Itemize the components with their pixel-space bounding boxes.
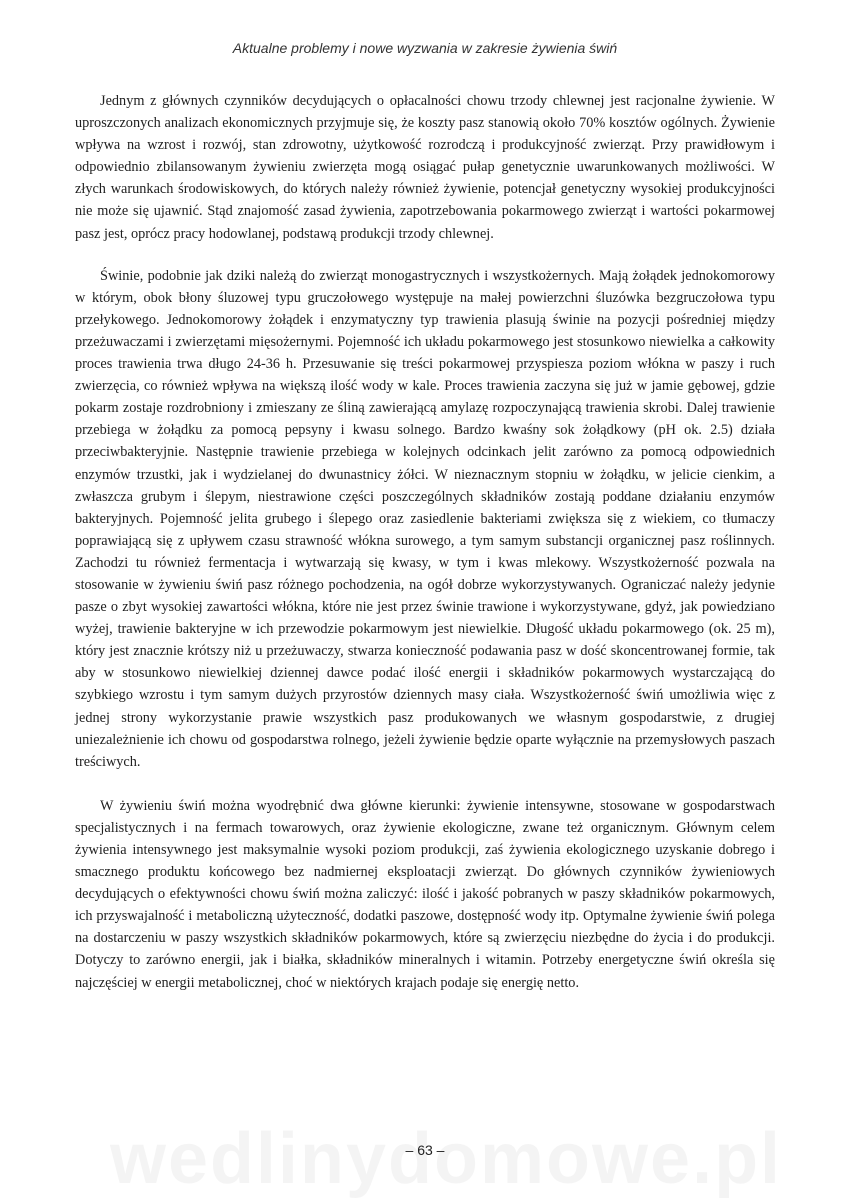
body-text (75, 90, 775, 994)
watermark (110, 1118, 750, 1200)
running-header: Aktualne problemy i nowe wyzwania w zakresie żywienia świń (232, 40, 618, 56)
paragraph-1: Jednym z głównych czynników decydujących o opłacalności chowu trzody chlewnej jest racjonalne żywienie. W uproszczonych analizach ekonomicznych przyjmuje się, że koszty pasz stanowią około 70% kosztów ogólnych. Żywienie wpływa na wzrost i rozwój, stan zdrowotny, użytkowość rozrodczą i produkcyjność zwierząt. Przy prawidłowym i odpowiednio zbilansowanym żywieniu zwierzęta mogą osiągać pułap genetycznie uwarunkowanych możliwości. W złych warunkach środowiskowych, do których należy również żywienie, potencjał genetyczny wysokiej produkcyjności nie może się ujawnić. Stąd znajomość zasad żywienia, zapotrzebowania pokarmowego zwierząt i wartości pokarmowej pasz jest, oprócz pracy hodowlanej, podstawą produkcji trzody chlewnej. (75, 93, 775, 242)
paragraph-2: Świnie, podobnie jak dziki należą do zwierząt monogastrycznych i wszystkożernych. Mają żołądek jednokomorowy w którym, obok błony śluzowej typu gruczołowego występuje na małej powierzchni śluzówka bezgruczołowa typu przełykowego. Jednokomorowy żołądek i enzymatyczny typ trawienia plasują świnie na pozycji pośredniej między przeżuwaczami i zwierzętami mięsożernymi. Pojemność ich układu pokarmowego jest stosunkowo niewielka a całkowity proces trawienia trwa długo 24-36 h. Przesuwanie się treści pokarmowej przyspiesza poziom włókna w paszy i ruch zwierzęcia, co również wpływa na większą ilość wody w kale. Proces trawienia zaczyna się już w jamie gębowej, gdzie pokarm zostaje rozdrobniony i zmieszany ze śliną zawierającą amylazę rozpoczynającą trawienia skrobi. Dalej trawienie przebiega w żołądku za pomocą pepsyny i kwasu solnego. Bardzo kwaśny sok żołądkowy (pH ok. 2.5) działa przeciwbakteryjnie. Następnie trawienie przebiega w kolejnych odcinkach jelit zarówno za pomocą odpowiednich enzymów trzustki, jak i wydzielanej do dwunastnicy żółci. W nieznacznym stopniu w żołądku, w jelicie cienkim, a zwłaszcza grubym i ślepym, niestrawione części poszczególnych składników zostają poddane działaniu enzymów bakteryjnych. Pojemność jelita grubego i ślepego oraz zasiedlenie bakteriami zwiększa się z wiekiem, co tłumaczy poprawiającą się z upływem czasu strawność włókna surowego, a tym samym substancji organicznej pasz roślinnych. Zachodzi tu również fermentacja i wytwarzają się kwasy, w tym i kwas mlekowy. Wszystkożerność pozwala na stosowanie w żywieniu świń pasz różnego pochodzenia, na ogół dobrze wykorzystywanych. Ograniczać należy jedynie pasze o zbyt wysokiej zawartości włókna, które nie jest przez świnie trawione i wykorzystywane, gdyż, jak powiedziano wyżej, trawienie bakteryjne w ich przewodzie pokarmowym jest niewielkie. Długość układu pokarmowego (ok. 25 m), który jest znacznie krótszy niż u przeżuwaczy, stwarza konieczność podawania pasz w dość skoncentrowanej formie, tak aby w stosunkowo niewielkiej dziennej dawce podać ilość energii i składników pokarmowych wystarczającą do szybkiego wzrostu i tym samym dużych przyrostów dziennych masy ciała. Wszystkożerność świń umożliwia więc z jednej strony wykorzystanie prawie wszystkich pasz produkowanych we własnym gospodarstwie, z drugiej uniezależnienie ich chowu od gospodarstwa rolnego, jeżeli żywienie będzie oparte wyłącznie na przemysłowych paszach treściwych. (75, 267, 775, 770)
paragraph-3: W żywieniu świń można wyodrębnić dwa główne kierunki: żywienie intensywne, stosowane w gospodarstwach specjalistycznych i na fermach towarowych, oraz żywienie ekologiczne, zwane też organicznym. Głównym celem żywienia intensywnego jest maksymalnie wysoki poziom produkcji, zaś żywienia ekologicznego uzyskanie dobrego i smacznego produktu końcowego bez nadmiernej eksploatacji zwierząt. Do głównych czynników żywieniowych decydujących o efektywności chowu świń można zaliczyć: ilość i jakość pobranych w paszy składników pokarmowych, ich przyswajalność i metaboliczną użyteczność, dodatki paszowe, dostępność wody itp. Optymalne żywienie świń polega na dostarczeniu w paszy wszystkich składników pokarmowych, które są zwierzęciu niezbędne do życia i do produkcji. Dotyczy to zarówno energii, jak i białka, składników mineralnych i witamin. Potrzeby energetyczne świń określa się najczęściej w energii metabolicznej, choć w niektórych krajach podaje się energię netto. (75, 797, 775, 991)
page-number: – 63 – (405, 1142, 445, 1158)
